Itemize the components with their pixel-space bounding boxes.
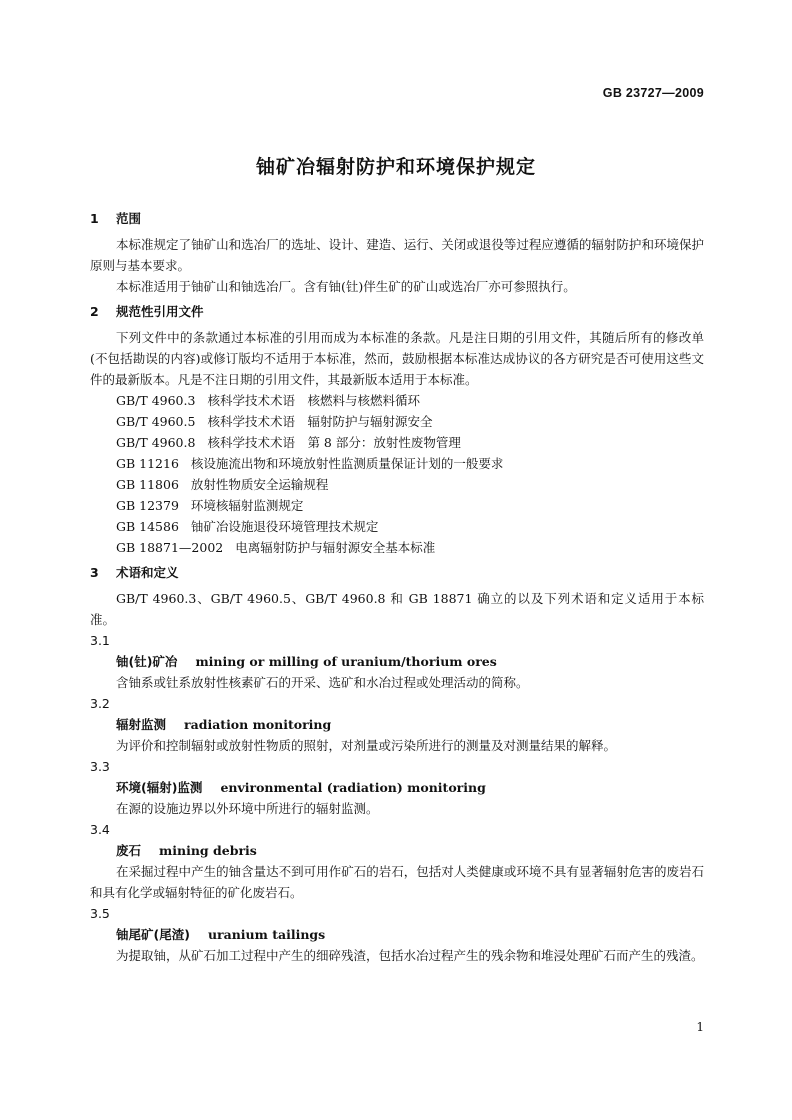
- reference-item: [90, 390, 704, 411]
- term-number: 3.5: [90, 906, 110, 921]
- section-number: 1: [90, 211, 99, 226]
- reference-code: GB/T 4960.3: [116, 393, 196, 408]
- term-definition: 为评价和控制辐射或放射性物质的照射，对剂量或污染所进行的测量及对测量结果的解释。: [116, 738, 617, 753]
- standard-code: GB 23727—2009: [602, 86, 704, 100]
- term-definition: 在源的设施边界以外环境中所进行的辐射监测。: [116, 801, 379, 816]
- term-definition: 含铀系或钍系放射性核素矿石的开采、选矿和水冶过程或处理活动的简称。: [116, 675, 529, 690]
- term-heading: [90, 924, 704, 945]
- reference-item: [90, 453, 704, 474]
- section-title: 规范性引用文件: [116, 304, 204, 319]
- section-title: 术语和定义: [116, 565, 179, 580]
- term-english: mining or milling of uranium/thorium ores: [195, 654, 497, 669]
- section-title: 范围: [116, 211, 142, 226]
- paragraph: 本标准适用于铀矿山和铀选冶厂。含有铀(钍)伴生矿的矿山或选冶厂亦可参照执行。: [116, 279, 576, 294]
- section-2-heading: [90, 303, 704, 321]
- section-number: 3: [90, 565, 99, 580]
- term-chinese: 辐射监测: [116, 717, 167, 732]
- term-chinese: 环境(辐射)监测: [116, 780, 203, 795]
- reference-code: GB/T 4960.5: [116, 414, 196, 429]
- term-definition: 为提取铀，从矿石加工过程中产生的细碎残渣，包括水冶过程产生的残余物和堆浸处理矿石而产生的残渣。: [116, 948, 704, 963]
- reference-code: GB 11806: [116, 477, 179, 492]
- reference-title: 放射性物质安全运输规程: [190, 477, 329, 492]
- term-heading: [90, 777, 704, 798]
- reference-item: [90, 432, 704, 453]
- reference-title: 铀矿冶设施退役环境管理技术规定: [190, 519, 379, 534]
- term-chinese: 废石: [116, 843, 142, 858]
- paragraph: GB/T 4960.3、GB/T 4960.5、GB/T 4960.8 和 GB 18871 确立的以及下列术语和定义适用于本标准。: [90, 591, 704, 627]
- term-number: 3.2: [90, 696, 110, 711]
- reference-title: 电离辐射防护与辐射源安全基本标准: [235, 540, 436, 555]
- term-heading: [90, 840, 704, 861]
- term-number: 3.3: [90, 759, 110, 774]
- reference-item: [90, 411, 704, 432]
- reference-code: GB 14586: [116, 519, 179, 534]
- term-english: environmental (radiation) monitoring: [220, 780, 486, 795]
- reference-code: GB 12379: [116, 498, 179, 513]
- term-number: 3.1: [90, 633, 110, 648]
- paragraph: 下列文件中的条款通过本标准的引用而成为本标准的条款。凡是注日期的引用文件，其随后所有的修改单(不包括勘误的内容)或修订版均不适用于本标准，然而，鼓励根据本标准达成协议的各方研究是否可使用这些文件的最新版本。凡是不注日期的引用文件，其最新版本适用于本标准。: [90, 330, 704, 387]
- term-chinese: 铀尾矿(尾渣): [116, 927, 190, 942]
- reference-item: [90, 516, 704, 537]
- reference-code: GB 11216: [116, 456, 179, 471]
- section-1-heading: [90, 210, 704, 228]
- term-english: radiation monitoring: [184, 717, 332, 732]
- reference-item: [90, 537, 704, 558]
- term-chinese: 铀(钍)矿冶: [116, 654, 178, 669]
- section-3-heading: [90, 564, 704, 582]
- term-heading: [90, 651, 704, 672]
- reference-item: [90, 474, 704, 495]
- document-title: 铀矿冶辐射防护和环境保护规定: [255, 156, 536, 178]
- term-number: 3.4: [90, 822, 110, 837]
- reference-code: GB 18871—2002: [116, 540, 224, 555]
- reference-title: 核科学技术术语 第 8 部分：放射性废物管理: [207, 435, 461, 450]
- term-heading: [90, 714, 704, 735]
- document-body: [90, 210, 704, 966]
- reference-title: 环境核辐射监测规定: [190, 498, 304, 513]
- reference-item: [90, 495, 704, 516]
- page-number: 1: [696, 1020, 704, 1034]
- term-english: uranium tailings: [207, 927, 326, 942]
- section-number: 2: [90, 304, 99, 319]
- reference-title: 核科学技术术语 核燃料与核燃料循环: [207, 393, 420, 408]
- reference-title: 核设施流出物和环境放射性监测质量保证计划的一般要求: [190, 456, 504, 471]
- reference-code: GB/T 4960.8: [116, 435, 196, 450]
- term-english: mining debris: [159, 843, 257, 858]
- term-definition: 在采掘过程中产生的铀含量达不到可用作矿石的岩石，包括对人类健康或环境不具有显著辐射危害的废岩石和具有化学或辐射特征的矿化废岩石。: [90, 864, 704, 900]
- reference-title: 核科学技术术语 辐射防护与辐射源安全: [207, 414, 433, 429]
- paragraph: 本标准规定了铀矿山和选冶厂的选址、设计、建造、运行、关闭或退役等过程应遵循的辐射防护和环境保护原则与基本要求。: [90, 237, 704, 273]
